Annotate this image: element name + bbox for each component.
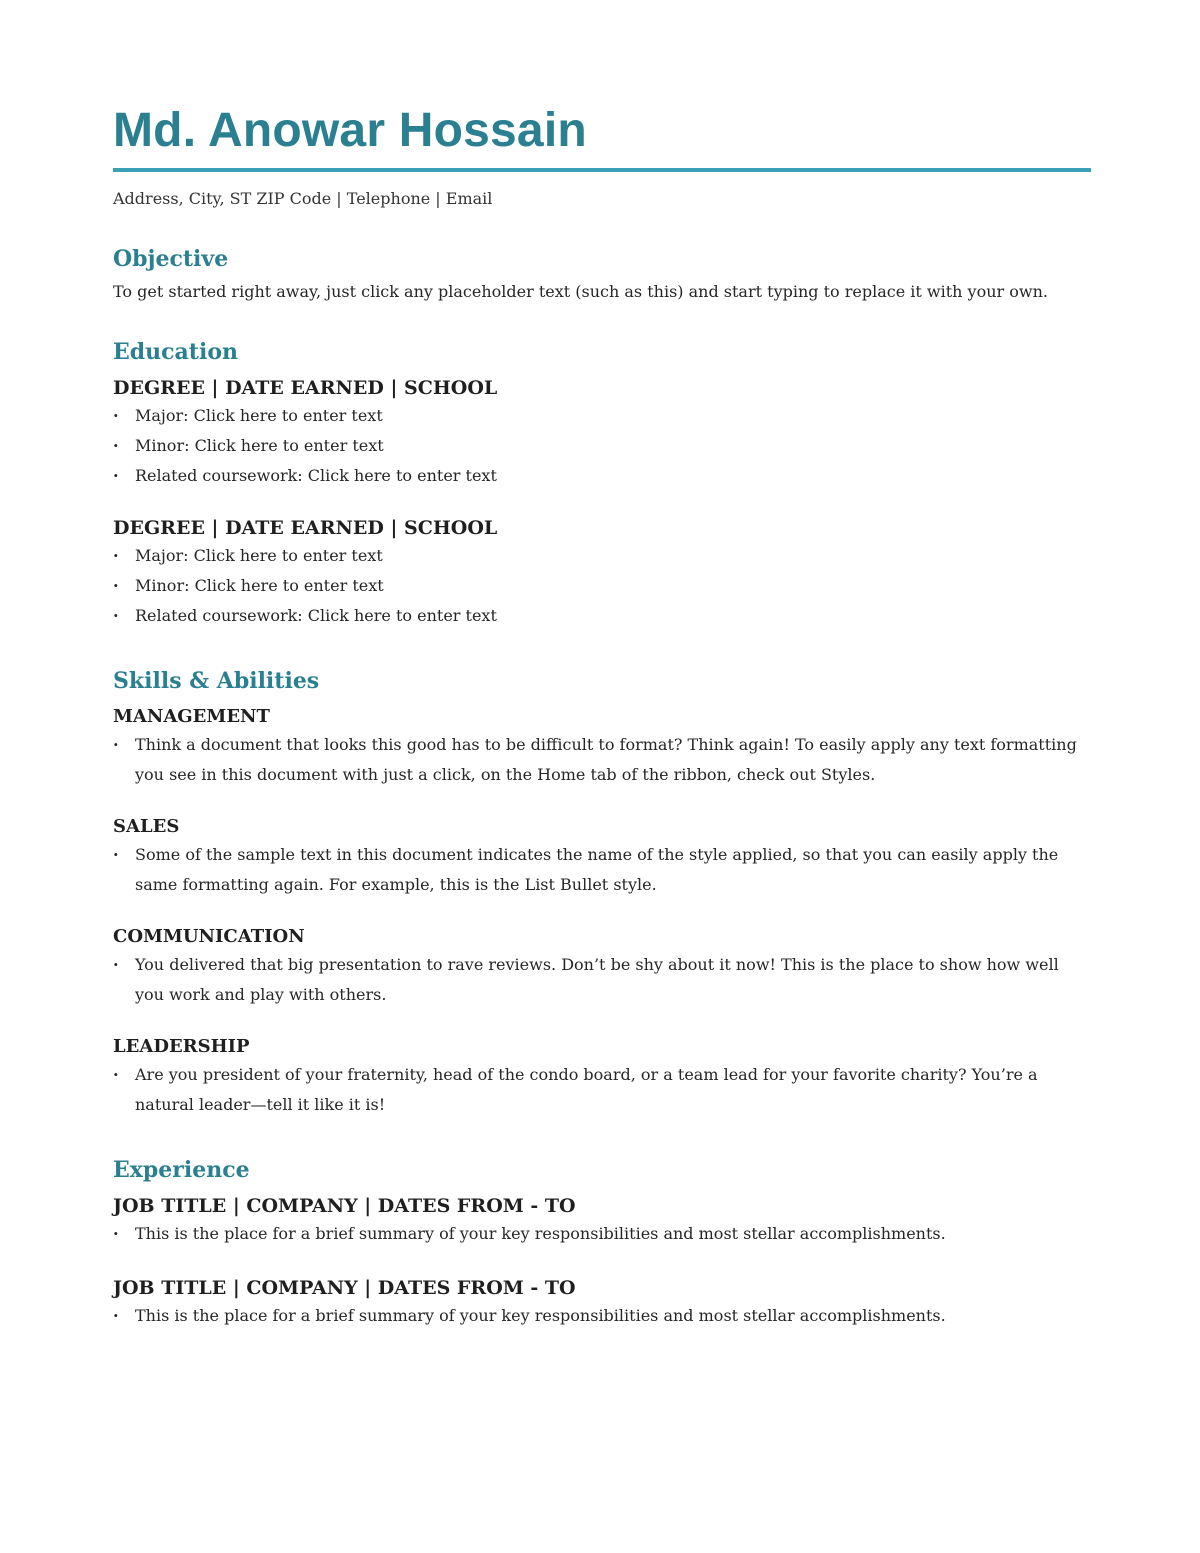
list-item[interactable]: · Related coursework: Click here to enter text [113,601,1091,631]
experience-heading[interactable]: Experience [113,1157,250,1183]
list-item[interactable]: · Major: Click here to enter text [113,401,1091,431]
list-item[interactable]: · Minor: Click here to enter text [113,571,1091,601]
list-item[interactable]: · Minor: Click here to enter text [113,431,1091,461]
list-item[interactable]: · Major: Click here to enter text [113,541,1091,571]
skill-list [113,730,1091,790]
job-summary-list [113,1219,1091,1249]
skill-heading[interactable]: SALES [113,816,180,837]
skill-list [113,840,1091,900]
degree-heading[interactable]: DEGREE | DATE EARNED | SCHOOL [113,377,498,399]
list-item[interactable]: · You delivered that big presentation to rave reviews. Don’t be shy about it now! This is the place to show how well you work and play with others. [113,950,1091,1010]
skill-list [113,1060,1091,1120]
list-item[interactable]: · Are you president of your fraternity, head of the condo board, or a team lead for your favorite charity? You’re a natural leader—tell it like it is! [113,1060,1091,1120]
skill-heading[interactable]: MANAGEMENT [113,706,270,727]
skills-heading[interactable]: Skills & Abilities [113,668,320,694]
header-divider [113,168,1091,172]
skill-group [113,1034,1091,1120]
degree-heading[interactable]: DEGREE | DATE EARNED | SCHOOL [113,517,498,539]
list-item[interactable]: · Think a document that looks this good has to be difficult to format? Think again! To easily apply any text formatting you see in this document with just a click, on the Home tab of the ribbon, check out Styles. [113,730,1091,790]
job-heading[interactable]: JOB TITLE | COMPANY | DATES FROM - TO [113,1277,576,1299]
degree-details-list [113,401,1091,491]
skill-group [113,704,1091,790]
job-entry [113,1193,1091,1249]
list-item[interactable]: · This is the place for a brief summary of your key responsibilities and most stellar accomplishments. [113,1301,1091,1331]
skill-heading[interactable]: COMMUNICATION [113,926,305,947]
list-item[interactable]: · Some of the sample text in this document indicates the name of the style applied, so that you can easily apply the same formatting again. For example, this is the List Bullet style. [113,840,1091,900]
job-summary-list [113,1301,1091,1331]
objective-text[interactable]: To get started right away, just click any placeholder text (such as this) and start typing to replace it with your own. [113,282,1048,301]
list-item[interactable]: · This is the place for a brief summary of your key responsibilities and most stellar accomplishments. [113,1219,1091,1249]
job-heading[interactable]: JOB TITLE | COMPANY | DATES FROM - TO [113,1195,576,1217]
education-entry [113,515,1091,631]
contact-line[interactable]: Address, City, ST ZIP Code | Telephone | Email [113,189,493,208]
skill-heading[interactable]: LEADERSHIP [113,1036,250,1057]
degree-details-list [113,541,1091,631]
skill-group [113,814,1091,900]
resume-name[interactable]: Md. Anowar Hossain [113,104,587,157]
skill-group [113,924,1091,1010]
resume-page [113,100,1091,1331]
job-entry [113,1275,1091,1331]
list-item[interactable]: · Related coursework: Click here to enter text [113,461,1091,491]
education-heading[interactable]: Education [113,339,238,365]
education-entry [113,375,1091,491]
objective-heading[interactable]: Objective [113,246,229,272]
skill-list [113,950,1091,1010]
